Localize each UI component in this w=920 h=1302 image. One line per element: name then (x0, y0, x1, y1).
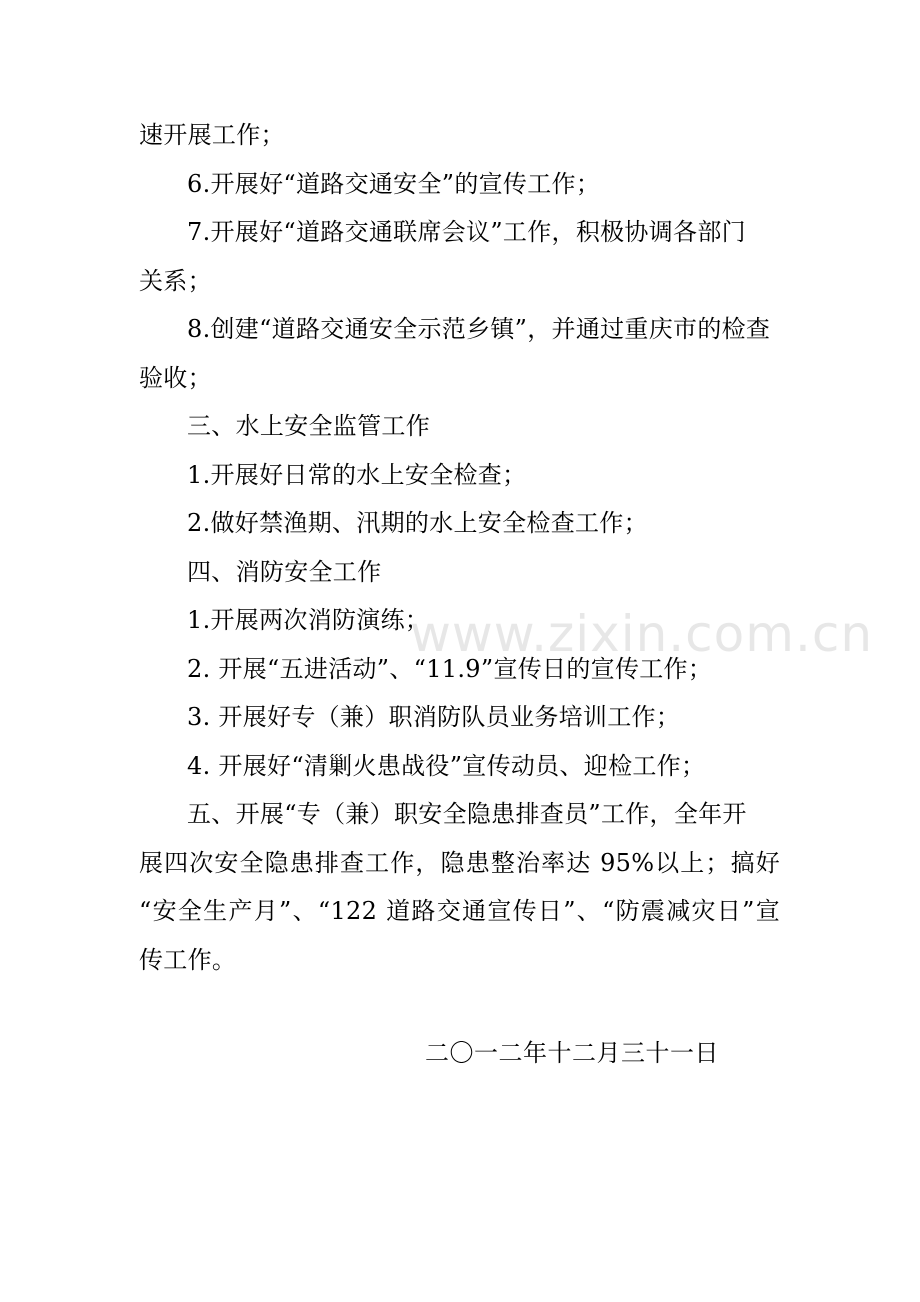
text-line-4: 关系； (139, 267, 212, 295)
text-line-5: 8.创建“道路交通安全示范乡镇”，并通过重庆市的检查 (187, 315, 771, 343)
section-heading-fire-safety: 四、消防安全工作 (187, 558, 382, 586)
watermark-text: www.zixin.com.cn (410, 605, 874, 663)
document-date: 二〇一二年十二月三十一日 (425, 1039, 719, 1067)
section-heading-water-safety: 三、水上安全监管工作 (187, 412, 430, 440)
text-line-8: 1.开展好日常的水上安全检查； (187, 461, 527, 489)
text-line-6: 验收； (139, 364, 212, 392)
text-line-17: “安全生产月”、“122 道路交通宣传日”、“防震减灾日”宣 (139, 897, 780, 925)
text-line-16: 展四次安全隐患排查工作，隐患整治率达 95%以上；搞好 (139, 849, 780, 877)
text-line-3: 7.开展好“道路交通联席会议”工作，积极协调各部门 (187, 218, 746, 246)
text-line-13: 3. 开展好专（兼）职消防队员业务培训工作； (187, 703, 681, 731)
text-line-1: 速开展工作； (139, 121, 285, 149)
text-line-9: 2.做好禁渔期、汛期的水上安全检查工作； (187, 509, 648, 537)
section-heading-hazard-inspection: 五、开展“专（兼）职安全隐患排查员”工作，全年开 (187, 800, 747, 828)
text-line-11: 1.开展两次消防演练； (187, 606, 430, 634)
text-line-18: 传工作。 (139, 946, 237, 974)
text-line-2: 6.开展好“道路交通安全”的宣传工作； (187, 170, 601, 198)
text-line-12: 2. 开展“五进活动”、“11.9”宣传日的宣传工作； (187, 655, 713, 683)
text-line-14: 4. 开展好“清剿火患战役”宣传动员、迎检工作； (187, 752, 706, 780)
